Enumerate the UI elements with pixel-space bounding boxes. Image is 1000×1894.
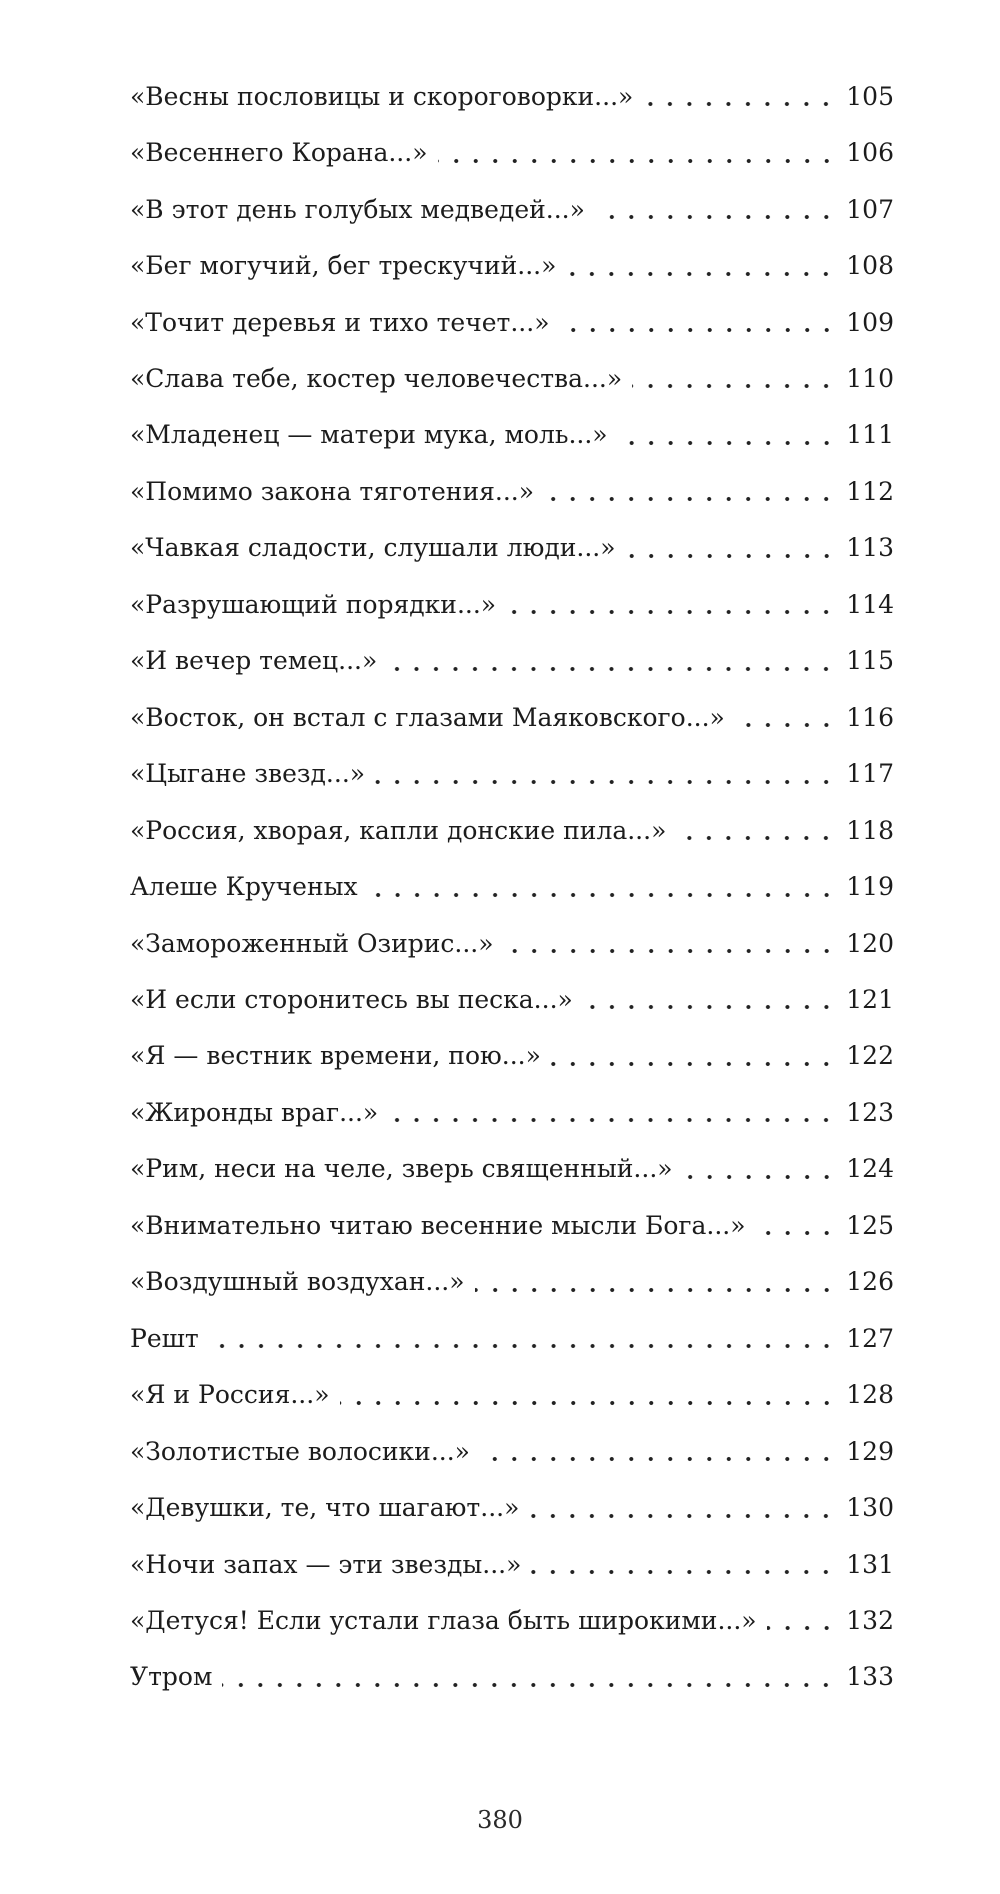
toc-entry-page: 123 (846, 1097, 894, 1127)
leader-dots (504, 948, 836, 954)
toc-entry-title: «Девушки, те, что шагают...» (130, 1493, 520, 1523)
leader-dots (388, 1117, 836, 1123)
toc-entry (130, 68, 894, 124)
leader-dots (438, 158, 837, 164)
toc-entry-title: Утром (130, 1662, 213, 1692)
leader-dots (756, 1230, 836, 1236)
toc-entry-page: 105 (846, 81, 894, 111)
toc-entry (130, 181, 894, 237)
toc-entry-title: «Слава тебе, костер человечества...» (130, 363, 623, 393)
toc-entry (130, 971, 894, 1027)
toc-entry-page: 106 (846, 138, 894, 168)
toc-entry-page: 129 (846, 1436, 894, 1466)
toc-entry (130, 407, 894, 463)
toc-entry-page: 114 (846, 589, 894, 619)
toc-entry (130, 1254, 894, 1310)
leader-dots (375, 779, 836, 785)
toc-entry-title: Решт (130, 1323, 199, 1353)
toc-entry-title: «Весны пословицы и скороговорки...» (130, 81, 634, 111)
toc-entry-page: 118 (846, 815, 894, 845)
toc-entry (130, 1423, 894, 1479)
toc-entry (130, 237, 894, 293)
toc-entry-page: 109 (846, 307, 894, 337)
toc-entry-page: 117 (846, 759, 894, 789)
leader-dots (583, 1004, 836, 1010)
toc-entry (130, 915, 894, 971)
toc-entry (130, 576, 894, 632)
toc-entry-title: «Внимательно читаю весенние мысли Бога...» (130, 1210, 746, 1240)
toc-entry-page: 112 (846, 476, 894, 506)
toc-entry (130, 1310, 894, 1366)
toc-entry-page: 128 (846, 1380, 894, 1410)
leader-dots (735, 722, 836, 728)
toc-entry-page: 121 (846, 984, 894, 1014)
leader-dots (475, 1287, 836, 1293)
toc-entry (130, 1084, 894, 1140)
toc-entry-page: 107 (846, 194, 894, 224)
toc-entry-title: «Бег могучий, бег трескучий...» (130, 251, 557, 281)
toc-entry-title: «Точит деревья и тихо течет...» (130, 307, 550, 337)
toc-entry (130, 294, 894, 350)
toc-entry (130, 463, 894, 519)
toc-entry-page: 132 (846, 1605, 894, 1635)
toc-entry-page: 113 (846, 533, 894, 563)
toc-entry (130, 1592, 894, 1648)
toc-entry-title: «Разрушающий порядки...» (130, 589, 497, 619)
leader-dots (340, 1400, 837, 1406)
toc-entry-title: «Замороженный Озирис...» (130, 928, 494, 958)
leader-dots (209, 1343, 836, 1349)
toc-entry-page: 126 (846, 1267, 894, 1297)
toc-entry (130, 1649, 894, 1705)
leader-dots (531, 1569, 836, 1575)
toc-entry (130, 350, 894, 406)
leader-dots (632, 383, 836, 389)
toc-entry-title: «Золотистые волосики...» (130, 1436, 470, 1466)
toc-entry (130, 689, 894, 745)
leader-dots (544, 496, 836, 502)
toc-entry-title: Алеше Крученых (130, 872, 358, 902)
leader-dots (676, 835, 836, 841)
toc-entry (130, 1536, 894, 1592)
toc-entry-page: 110 (846, 363, 894, 393)
leader-dots (222, 1682, 836, 1688)
leader-dots (566, 271, 836, 277)
toc-entry-title: «Весеннего Корана...» (130, 138, 428, 168)
leader-dots (595, 214, 836, 220)
toc-entry (130, 124, 894, 180)
toc-entry-page: 120 (846, 928, 894, 958)
leader-dots (480, 1456, 836, 1462)
toc-entry (130, 802, 894, 858)
toc-entry-title: «Цыгане звезд...» (130, 759, 366, 789)
toc-entry (130, 1197, 894, 1253)
toc-entry-title: «Ночи запах — эти звезды...» (130, 1549, 522, 1579)
toc-entry (130, 633, 894, 689)
toc-entry-page: 115 (846, 646, 894, 676)
leader-dots (529, 1513, 836, 1519)
leader-dots (683, 1174, 836, 1180)
toc-entry-page: 127 (846, 1323, 894, 1353)
toc-entry-page: 133 (846, 1662, 894, 1692)
toc-entry (130, 1479, 894, 1535)
toc-entry-page: 116 (846, 702, 894, 732)
leader-dots (387, 666, 836, 672)
toc-entry (130, 1141, 894, 1197)
toc-entry-page: 131 (846, 1549, 894, 1579)
leader-dots (626, 553, 836, 559)
toc-entry-title: «Младенец — матери мука, моль...» (130, 420, 608, 450)
leader-dots (643, 101, 836, 107)
toc-entry (130, 1028, 894, 1084)
toc-entry-title: «В этот день голубых медведей...» (130, 194, 585, 224)
toc-entry (130, 1366, 894, 1422)
toc-entry-title: «И вечер темец...» (130, 646, 378, 676)
leader-dots (767, 1625, 836, 1631)
toc-entry-page: 130 (846, 1493, 894, 1523)
toc-entry-title: «Жиронды враг...» (130, 1097, 379, 1127)
toc-entry-page: 111 (846, 420, 894, 450)
table-of-contents (130, 68, 894, 1705)
toc-entry-page: 108 (846, 251, 894, 281)
toc-entry-page: 124 (846, 1154, 894, 1184)
leader-dots (506, 609, 836, 615)
leader-dots (368, 892, 836, 898)
toc-entry-title: «Рим, неси на челе, зверь священный...» (130, 1154, 673, 1184)
toc-entry-title: «Детуся! Если устали глаза быть широкими...» (130, 1605, 757, 1635)
toc-entry (130, 520, 894, 576)
toc-entry (130, 745, 894, 801)
toc-entry-title: «Восток, он встал с глазами Маяковского...» (130, 702, 725, 732)
toc-entry (130, 858, 894, 914)
leader-dots (618, 440, 836, 446)
toc-entry-title: «Воздушный воздухан...» (130, 1267, 465, 1297)
leader-dots (560, 327, 837, 333)
toc-entry-title: «Россия, хворая, капли донские пила...» (130, 815, 667, 845)
leader-dots (551, 1061, 836, 1067)
toc-entry-title: «Помимо закона тяготения...» (130, 476, 535, 506)
toc-entry-title: «Я — вестник времени, пою...» (130, 1041, 541, 1071)
toc-entry-page: 119 (846, 872, 894, 902)
toc-entry-title: «И если сторонитесь вы песка...» (130, 984, 573, 1014)
toc-entry-page: 122 (846, 1041, 894, 1071)
toc-entry-title: «Чавкая сладости, слушали люди...» (130, 533, 616, 563)
page-number: 380 (477, 1806, 523, 1834)
toc-entry-title: «Я и Россия...» (130, 1380, 330, 1410)
toc-entry-page: 125 (846, 1210, 894, 1240)
